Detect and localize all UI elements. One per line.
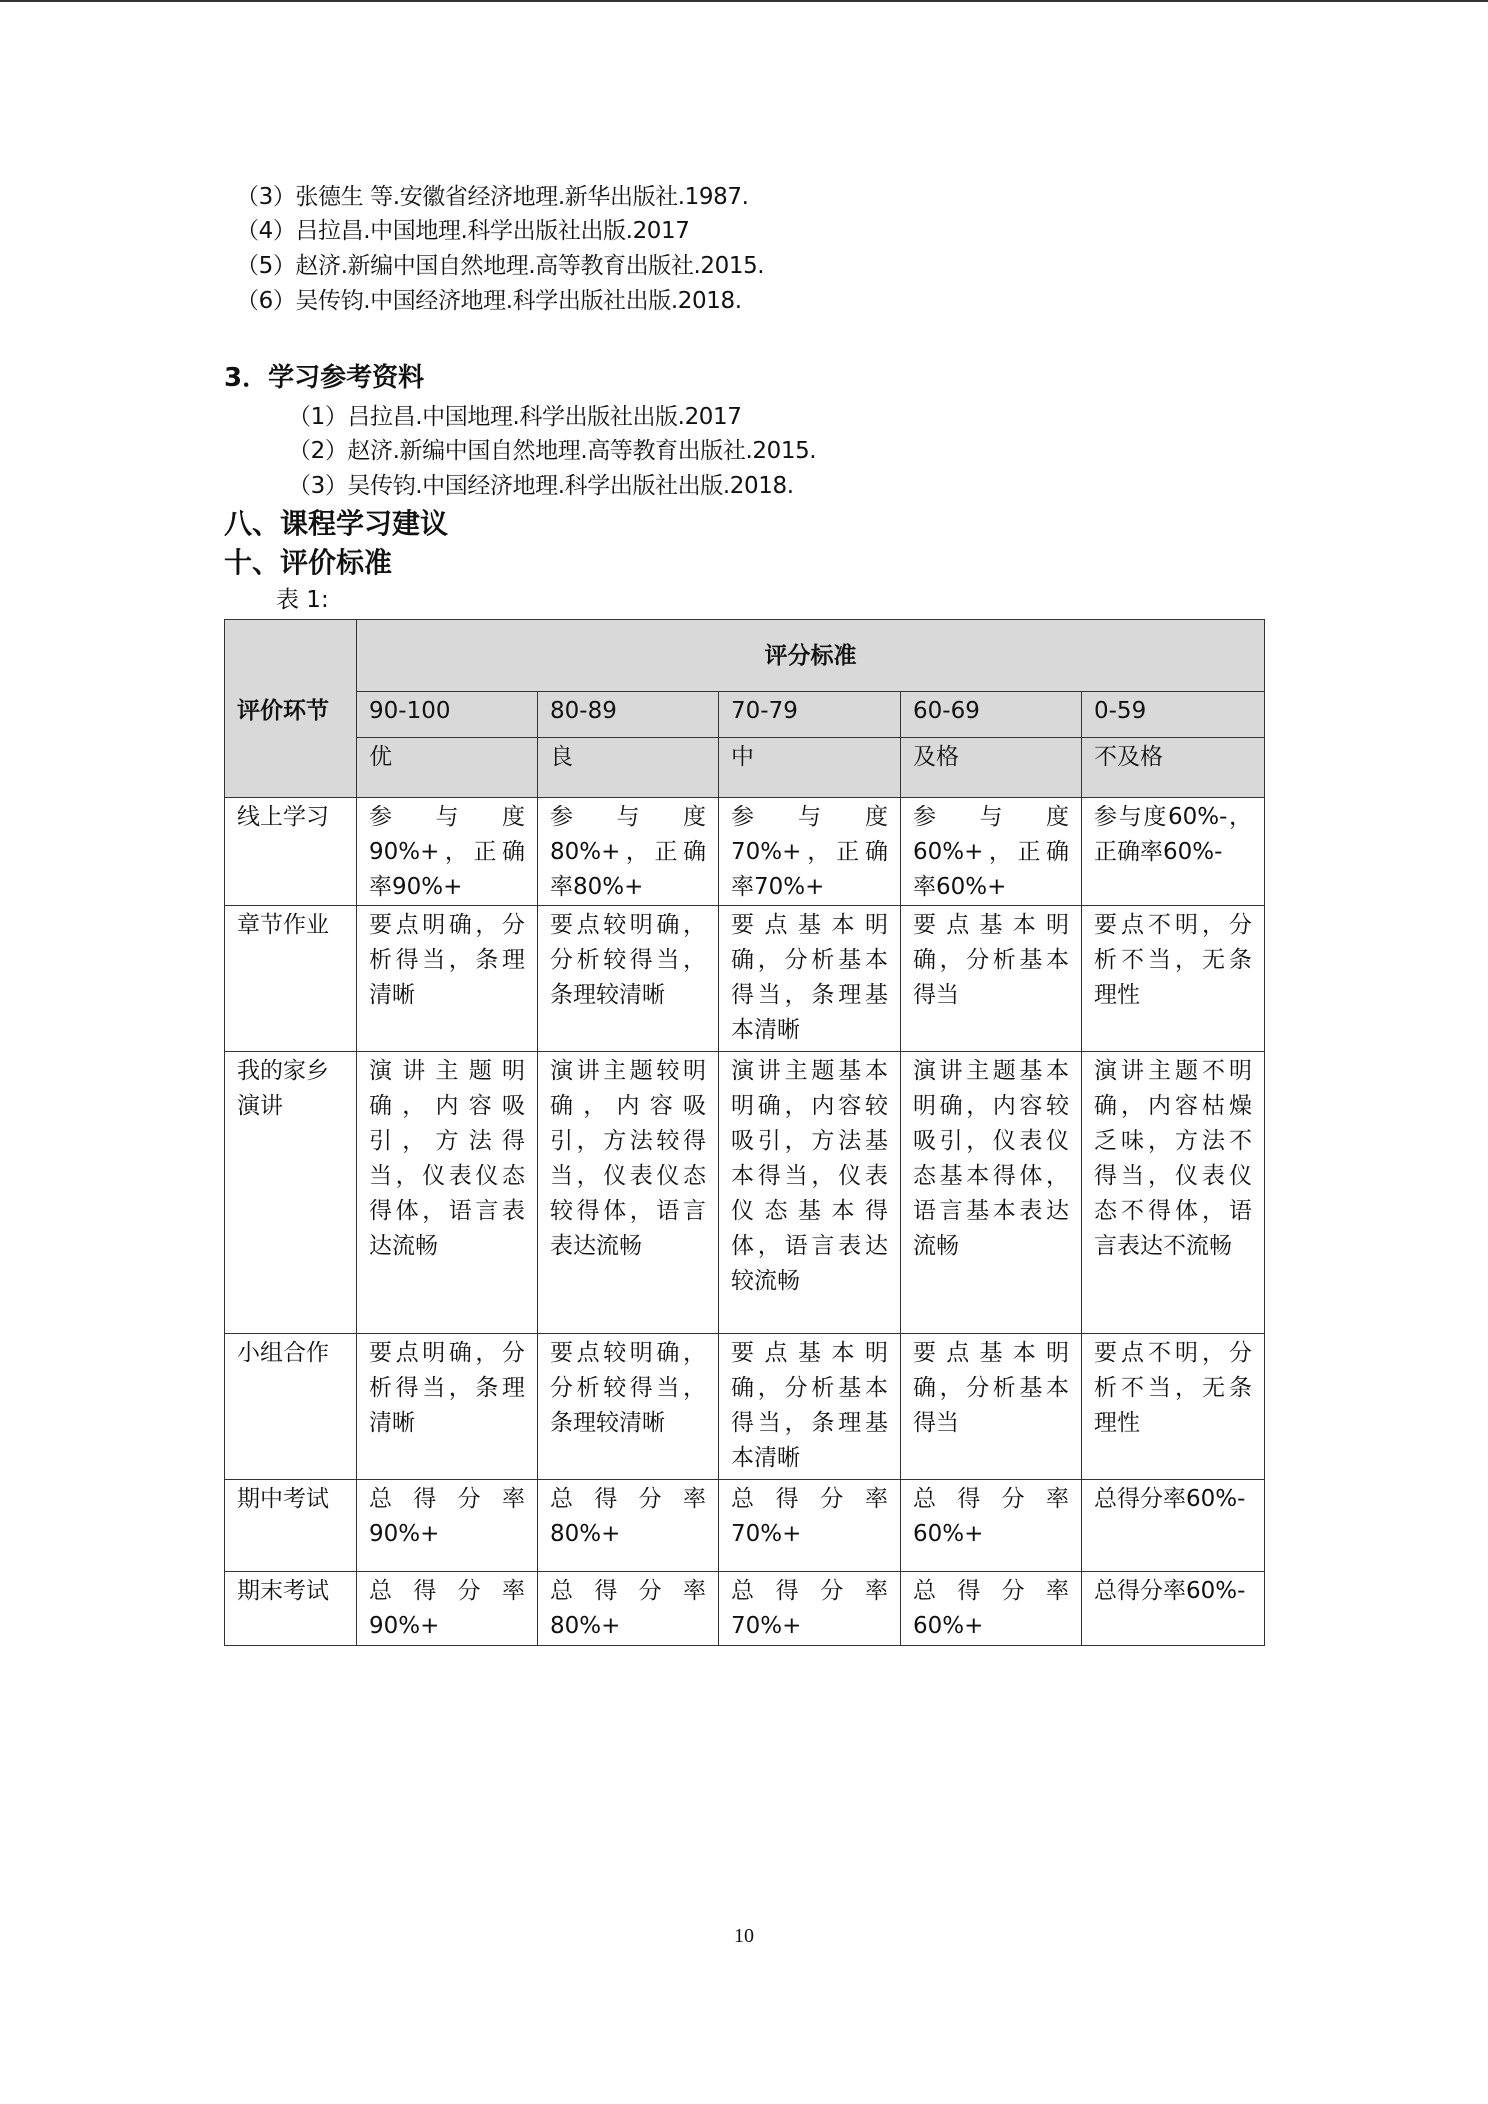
criteria-cell: 总得分率60%- <box>1082 1572 1265 1646</box>
criteria-cell: 总得分率80%+ <box>538 1572 719 1646</box>
reference-item: （3）张德生 等.安徽省经济地理.新华出版社.1987. <box>236 184 749 210</box>
criteria-cell: 演讲主题基本明确，内容较吸引，方法基本得当，仪表仪态基本得体，语言表达较流畅 <box>719 1052 901 1334</box>
table-row <box>225 798 1265 906</box>
criteria-cell: 参与度60%+，正确率60%+ <box>901 798 1082 906</box>
criteria-cell: 总得分率60%+ <box>901 1480 1082 1572</box>
assessment-name-cell: 期中考试 <box>225 1480 357 1572</box>
grade-level-cell: 优 <box>357 738 538 798</box>
reference-item: （6）吴传钧.中国经济地理.科学出版社出版.2018. <box>236 288 742 314</box>
grading-standard-header: 评分标准 <box>357 620 1265 692</box>
criteria-cell: 参与度80%+，正确率80%+ <box>538 798 719 906</box>
heading-evaluation-standard: 十、评价标准 <box>224 546 393 579</box>
assessment-name-cell: 我的家乡演讲 <box>225 1052 357 1334</box>
criteria-cell: 要点较明确，分析较得当，条理较清晰 <box>538 1334 719 1480</box>
criteria-cell: 要点基本明确，分析基本得当 <box>901 1334 1082 1480</box>
criteria-cell: 要点较明确，分析较得当，条理较清晰 <box>538 906 719 1052</box>
score-range-cell: 60-69 <box>901 692 1082 738</box>
criteria-cell: 要点明确，分析得当，条理清晰 <box>357 906 538 1052</box>
grade-level-cell: 及格 <box>901 738 1082 798</box>
criteria-cell: 要点不明，分析不当，无条理性 <box>1082 906 1265 1052</box>
criteria-cell: 要点基本明确，分析基本得当 <box>901 906 1082 1052</box>
criteria-cell: 总得分率80%+ <box>538 1480 719 1572</box>
criteria-cell: 演讲主题不明确，内容枯燥乏味，方法不得当，仪表仪态不得体，语言表达不流畅 <box>1082 1052 1265 1334</box>
row-header-cell: 评价环节 <box>225 620 357 798</box>
study-reference-item: （2）赵济.新编中国自然地理.高等教育出版社.2015. <box>288 438 817 464</box>
criteria-cell: 总得分率90%+ <box>357 1480 538 1572</box>
score-range-cell: 80-89 <box>538 692 719 738</box>
assessment-name-cell: 小组合作 <box>225 1334 357 1480</box>
score-range-cell: 0-59 <box>1082 692 1265 738</box>
criteria-cell: 演讲主题较明确，内容吸引，方法较得当，仪表仪态较得体，语言表达流畅 <box>538 1052 719 1334</box>
criteria-cell: 参与度70%+，正确率70%+ <box>719 798 901 906</box>
criteria-cell: 要点明确，分析得当，条理清晰 <box>357 1334 538 1480</box>
table-caption: 表 1: <box>276 587 329 613</box>
score-range-cell: 90-100 <box>357 692 538 738</box>
criteria-cell: 要点不明，分析不当，无条理性 <box>1082 1334 1265 1480</box>
criteria-cell: 演讲主题基本明确，内容较吸引，仪表仪态基本得体，语言基本表达流畅 <box>901 1052 1082 1334</box>
reference-item: （4）吕拉昌.中国地理.科学出版社出版.2017 <box>236 218 690 244</box>
table-row <box>225 1572 1265 1646</box>
grade-level-cell: 中 <box>719 738 901 798</box>
section-3-heading: 3．学习参考资料 <box>224 363 425 393</box>
assessment-name-cell: 章节作业 <box>225 906 357 1052</box>
grade-level-cell: 不及格 <box>1082 738 1265 798</box>
criteria-cell: 总得分率70%+ <box>719 1572 901 1646</box>
study-reference-item: （3）吴传钧.中国经济地理.科学出版社出版.2018. <box>288 473 794 499</box>
assessment-name-cell: 期末考试 <box>225 1572 357 1646</box>
table-row <box>225 1052 1265 1334</box>
table-row <box>225 1480 1265 1572</box>
reference-item: （5）赵济.新编中国自然地理.高等教育出版社.2015. <box>236 253 765 279</box>
criteria-cell: 要点基本明确，分析基本得当，条理基本清晰 <box>719 906 901 1052</box>
heading-course-suggestions: 八、课程学习建议 <box>224 507 449 540</box>
page-number: 10 <box>734 1925 754 1947</box>
criteria-cell: 参与度90%+，正确率90%+ <box>357 798 538 906</box>
grade-level-cell: 良 <box>538 738 719 798</box>
criteria-cell: 总得分率60%+ <box>901 1572 1082 1646</box>
evaluation-criteria-table <box>224 619 1265 1646</box>
table-row <box>225 1334 1265 1480</box>
criteria-cell: 总得分率60%- <box>1082 1480 1265 1572</box>
score-range-cell: 70-79 <box>719 692 901 738</box>
assessment-name-cell: 线上学习 <box>225 798 357 906</box>
study-reference-item: （1）吕拉昌.中国地理.科学出版社出版.2017 <box>288 404 742 430</box>
criteria-cell: 总得分率90%+ <box>357 1572 538 1646</box>
criteria-cell: 要点基本明确，分析基本得当，条理基本清晰 <box>719 1334 901 1480</box>
criteria-cell: 参与度60%-，正确率60%- <box>1082 798 1265 906</box>
criteria-cell: 总得分率70%+ <box>719 1480 901 1572</box>
table-row <box>225 906 1265 1052</box>
page-top-border <box>0 0 1488 2</box>
criteria-cell: 演讲主题明确，内容吸引，方法得当，仪表仪态得体，语言表达流畅 <box>357 1052 538 1334</box>
